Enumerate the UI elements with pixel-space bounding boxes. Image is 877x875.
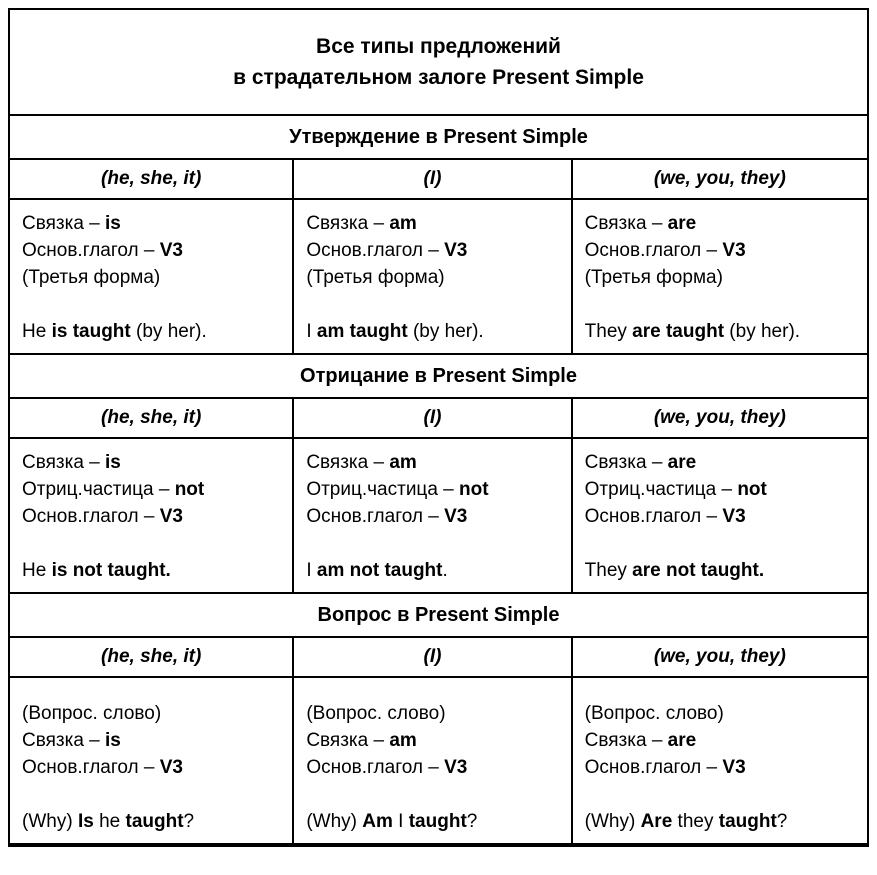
pronoun-header-i: (I) — [293, 159, 571, 199]
text-line: (Третья форма) — [584, 267, 723, 288]
text-line: They are not taught. — [584, 560, 765, 581]
text-line — [585, 530, 855, 557]
text-line: They are taught (by her). — [584, 321, 801, 342]
text-line: I am not taught. — [306, 560, 448, 581]
text-line: Основ.глагол – V3 — [306, 240, 468, 261]
text-line: Основ.глагол – V3 — [22, 757, 183, 778]
text-line: Связка – is — [22, 452, 121, 473]
cell-affirmative-i — [293, 199, 571, 354]
text-line: Основ.глагол – V3 — [584, 506, 746, 527]
text-line: Основ.глагол – V3 — [306, 757, 468, 778]
text-line — [22, 781, 280, 808]
text-line: Связка – are — [584, 730, 697, 751]
pronoun-header-i: (I) — [293, 637, 571, 677]
section-heading-row-negative — [9, 354, 868, 398]
text-line: Основ.глагол – V3 — [584, 240, 746, 261]
cell-negative-i — [293, 438, 571, 593]
text-line: He is taught (by her). — [22, 321, 207, 342]
pronoun-header-he-she-it: (he, she, it) — [9, 159, 293, 199]
pronoun-header-row-question — [9, 637, 868, 677]
content-row-negative — [9, 438, 868, 593]
text-line: I am taught (by her). — [306, 321, 484, 342]
title-row — [9, 9, 868, 115]
section-heading-affirmative: Утверждение в Present Simple — [9, 115, 868, 159]
text-line: (Вопрос. слово) — [306, 703, 446, 724]
text-line — [585, 781, 855, 808]
section-heading-question: Вопрос в Present Simple — [9, 593, 868, 637]
text-line: Связка – are — [584, 452, 697, 473]
cell-question-i — [293, 677, 571, 845]
text-line — [306, 291, 558, 318]
pronoun-header-row-affirmative — [9, 159, 868, 199]
text-line: (Why) Am I taught? — [306, 811, 478, 832]
pronoun-header-we-you-they: (we, you, they) — [572, 159, 868, 199]
section-heading-negative: Отрицание в Present Simple — [9, 354, 868, 398]
pronoun-header-he-she-it: (he, she, it) — [9, 637, 293, 677]
text-line: Отриц.частица – not — [22, 479, 205, 500]
text-line: (Третья форма) — [22, 267, 161, 288]
text-line — [306, 530, 558, 557]
pronoun-header-row-negative — [9, 398, 868, 438]
text-line — [22, 530, 280, 557]
cell-question-we-you-they — [572, 677, 868, 845]
cell-negative-we-you-they — [572, 438, 868, 593]
text-line: Основ.глагол – V3 — [22, 506, 183, 527]
text-line: Отриц.частица – not — [584, 479, 767, 500]
text-line: (Вопрос. слово) — [22, 703, 162, 724]
text-line: Основ.глагол – V3 — [22, 240, 183, 261]
text-line: Связка – am — [306, 452, 417, 473]
cell-affirmative-we-you-they — [572, 199, 868, 354]
text-line: Основ.глагол – V3 — [306, 506, 468, 527]
text-line: Связка – am — [306, 213, 417, 234]
text-line: He is not taught. — [22, 560, 171, 581]
pronoun-header-i: (I) — [293, 398, 571, 438]
cell-question-he-she-it — [9, 677, 293, 845]
section-heading-row-affirmative — [9, 115, 868, 159]
grammar-table — [8, 8, 869, 847]
text-line: Связка – is — [22, 730, 121, 751]
text-line: (Why) Are they taught? — [584, 811, 788, 832]
content-row-affirmative — [9, 199, 868, 354]
text-line: Связка – is — [22, 213, 121, 234]
text-line: Связка – am — [306, 730, 417, 751]
content-row-question — [9, 677, 868, 845]
text-line — [306, 781, 558, 808]
section-heading-row-question — [9, 593, 868, 637]
table-title — [9, 9, 868, 115]
cell-affirmative-he-she-it — [9, 199, 293, 354]
pronoun-header-we-you-they: (we, you, they) — [572, 637, 868, 677]
text-line: (Why) Is he taught? — [22, 811, 195, 832]
pronoun-header-we-you-they: (we, you, they) — [572, 398, 868, 438]
cell-negative-he-she-it — [9, 438, 293, 593]
text-line: (Третья форма) — [306, 267, 445, 288]
text-line: (Вопрос. слово) — [584, 703, 724, 724]
text-line: Отриц.частица – not — [306, 479, 489, 500]
text-line: Основ.глагол – V3 — [584, 757, 746, 778]
title-line-2: в страдательном залоге Present Simple — [233, 66, 644, 89]
text-line — [585, 291, 855, 318]
text-line — [22, 291, 280, 318]
pronoun-header-he-she-it: (he, she, it) — [9, 398, 293, 438]
title-line-1: Все типы предложений — [316, 34, 561, 58]
text-line: Связка – are — [584, 213, 697, 234]
